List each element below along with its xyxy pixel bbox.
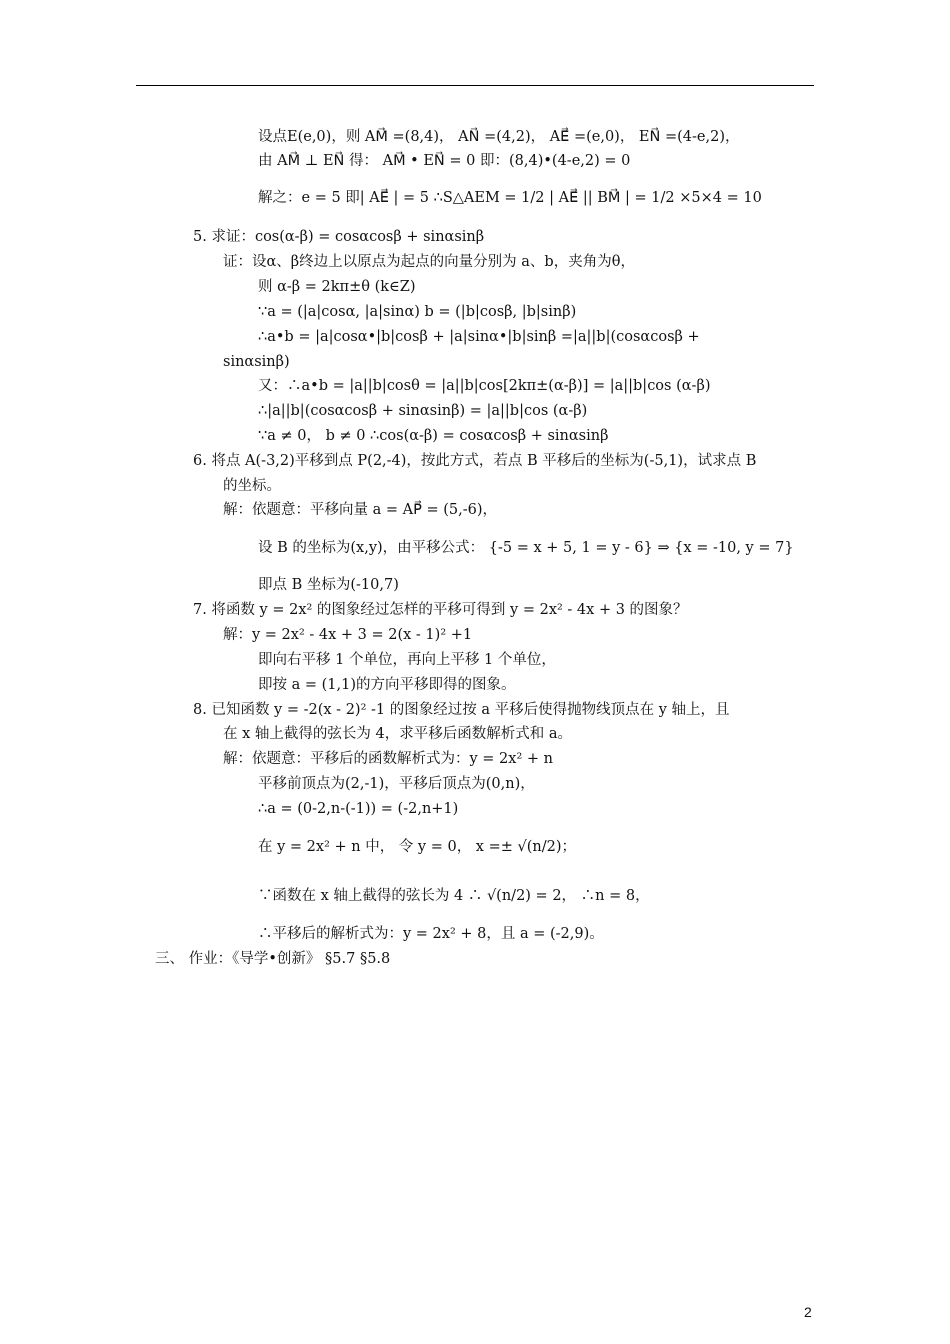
text-line: 平移前顶点为(2,-1)，平移后顶点为(0,n)， [258, 776, 535, 792]
page-number: 2 [804, 1304, 812, 1320]
problem-8-statement: 8. 已知函数 y = -2(x - 2)² -1 的图象经过按 a 平移后使得抛物线顶点在 y 轴上，且 [193, 702, 730, 718]
text-line: 即点 B 坐标为(-10,7) [258, 577, 399, 593]
text-line: ∴a•b = |a|cosα•|b|cosβ + |a|sinα•|b|sinβ =|a||b|(cosαcosβ + [258, 329, 700, 345]
problem-5-statement: 5. 求证：cos(α-β) = cosαcosβ + sinαsinβ [193, 229, 485, 245]
text-line: ∴平移后的解析式为：y = 2x² + 8，且 a = (-2,9)。 [258, 926, 604, 942]
text-line: 在 y = 2x² + n 中， 令 y = 0， x =± √(n/2)； [258, 839, 577, 855]
text-line: ∴|a||b|(cosαcosβ + sinαsinβ) = |a||b|cos (α-β) [258, 403, 588, 419]
problem-7-statement: 7. 将函数 y = 2x² 的图象经过怎样的平移可得到 y = 2x² - 4x + 3 的图象？ [193, 602, 688, 618]
text-line: ∴a = (0-2,n-(-1)) = (-2,n+1) [258, 801, 459, 817]
text-line: 即按 a = (1,1)的方向平移即得的图象。 [258, 677, 516, 693]
text-line: sinαsinβ) [223, 354, 290, 370]
text-line: ∵a = (|a|cosα, |a|sinα) b = (|b|cosβ, |b|sinβ) [258, 304, 577, 320]
text-line: 的坐标。 [223, 478, 281, 494]
text-line: 又：∴a•b = |a||b|cosθ = |a||b|cos[2kπ±(α-β)] = |a||b|cos (α-β) [258, 378, 711, 394]
text-line: 在 x 轴上截得的弦长为 4，求平移后函数解析式和 a。 [223, 726, 572, 742]
problem-6-statement: 6. 将点 A(-3,2)平移到点 P(2,-4)，按此方式，若点 B 平移后的坐标为(-5,1)，试求点 B [193, 453, 757, 469]
text-line: 解：依题意：平移向量 a = AP⃗ = (5,-6)， [223, 502, 497, 518]
text-line: 由 AM⃗ ⊥ EN⃗ 得： AM⃗ • EN⃗ = 0 即：(8,4)•(4-e,2) = 0 [258, 153, 631, 169]
text-line: 则 α-β = 2kπ±θ (k∈Z) [258, 279, 416, 295]
text-line: 解：y = 2x² - 4x + 3 = 2(x - 1)² +1 [223, 627, 473, 643]
text-line: 设点E(e,0)，则 AM⃗ =(8,4)， AN⃗ =(4,2)， AE⃗ =(e,0)， EN⃗ =(4-e,2)， [258, 129, 740, 145]
text-line: ∵函数在 x 轴上截得的弦长为 4 ∴ √(n/2) = 2， ∴n = 8， [258, 888, 650, 904]
text-line: ∵a ≠ 0， b ≠ 0 ∴cos(α-β) = cosαcosβ + sinαsinβ [258, 428, 609, 444]
text-line: 解：依题意：平移后的函数解析式为：y = 2x² + n [223, 751, 553, 767]
homework-line: 三、 作业：《导学•创新》 §5.7 §5.8 [155, 951, 391, 967]
text-line: 解之：e = 5 即| AE⃗ | = 5 ∴S△AEM = 1/2 | AE⃗ || BM⃗ | = 1/2 ×5×4 = 10 [258, 190, 762, 206]
header-rule [136, 85, 814, 86]
text-line: 即向右平移 1 个单位，再向上平移 1 个单位， [258, 652, 556, 668]
text-line: 证：设α、β终边上以原点为起点的向量分别为 a、b，夹角为θ， [223, 254, 635, 270]
text-line: 设 B 的坐标为(x,y)，由平移公式： {-5 = x + 5, 1 = y - 6} ⇒ {x = -10, y = 7} [258, 540, 794, 556]
